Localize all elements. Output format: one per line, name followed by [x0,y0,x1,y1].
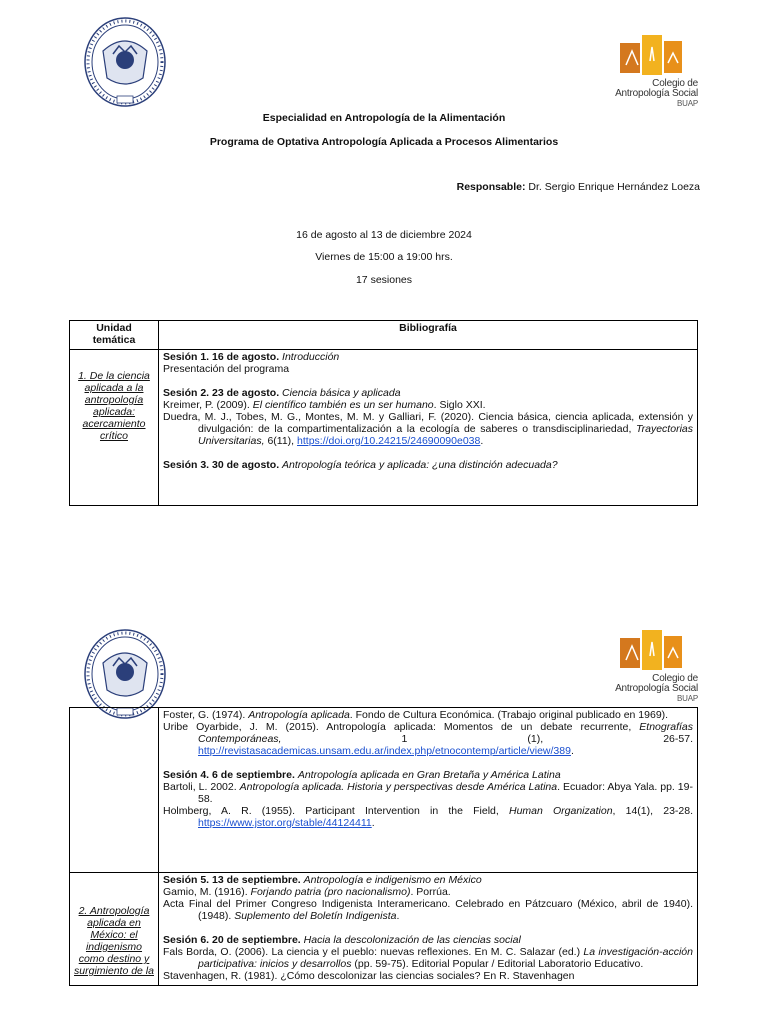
unsam-link[interactable]: http://revistasacademicas.unsam.edu.ar/index.php/etnocontemp/article/view/389 [198,745,571,757]
column-header-bibliography: Bibliografía [159,321,698,350]
session-6: Sesión 6. 20 de septiembre. Hacia la descolonización de las ciencias social [163,934,521,946]
program-title: Programa de Optativa Antropología Aplicada a Procesos Alimentarios [209,136,559,148]
college-name-line1: Colegio de [652,78,698,89]
table-row [70,873,698,986]
college-name-line2: Antropología Social [615,683,698,694]
session-1-line: Presentación del programa [163,363,290,375]
course-sessions: 17 sesiones [355,274,413,286]
bibliography-table-continued [69,707,698,986]
jstor-link[interactable]: https://www.jstor.org/stable/44124411 [198,817,372,829]
bibliography-table [69,320,698,506]
responsible-line [457,181,700,193]
table-row [70,350,698,506]
reference-gamio: Gamio, M. (1916). Forjando patria (pro nacionalismo). Porrúa. [163,886,451,898]
reference-bartoli: Bartoli, L. 2002. Antropología aplicada. Historia y perspectivas desde América Latina. Ecuador: Abya Yala. pp. 19-58. [163,781,693,805]
responsible-name: Dr. Sergio Enrique Hernández Loeza [528,181,700,193]
university-seal-icon [83,16,167,112]
column-header-unit: Unidad temática [70,321,159,350]
college-name-line1: Colegio de [652,673,698,684]
reference-acta: Acta Final del Primer Congreso Indigenista Interamericano. Celebrado en Pátzcuaro (México, abril de 1940). (1948). Suplemento del Boletín Indigenista. [163,898,693,922]
college-name-line3: BUAP [677,694,698,703]
document-page-2 [0,600,768,1024]
page-title: Especialidad en Antropología de la Alimentación [262,112,506,124]
reference-stavenhagen: Stavenhagen, R. (1981). ¿Cómo descolonizar las ciencias sociales? En R. Stavenhagen [163,970,575,982]
doi-link[interactable]: https://doi.org/10.24215/24690090e038 [297,435,481,447]
reference-duedra: Duedra, M. J., Tobes, M. G., Montes, M. M. y Galliari, F. (2020). Ciencia básica, ciencia aplicada, extensión y divulgación: de la compartimentalización a la ecología de saberes o transdisciplinariedad, Trayectorias Universitarias, 6(11), https://doi.org/10.24215/24690090e038. [163,411,693,447]
reference-uribe: Uribe Oyarbide, J. M. (2015). Antropología aplicada: Momentos de un debate recurrente, Etnografías Contemporáneas, 1 (1), 26-57. http://revistasacademicas.unsam.edu.ar/index.php/etnocontemp/article/view/389. [163,721,693,757]
session-1: Sesión 1. 16 de agosto. Introducción [163,351,340,363]
session-4: Sesión 4. 6 de septiembre. Antropología aplicada en Gran Bretaña y América Latina [163,769,561,781]
unit-1-link[interactable]: 1. De la ciencia aplicada a la antropología aplicada: acercamiento crítico [78,370,150,442]
responsible-label: Responsable: [456,181,526,193]
college-name-line2: Antropología Social [615,88,698,99]
reference-fals-borda: Fals Borda, O. (2006). La ciencia y el pueblo: nuevas reflexiones. En M. C. Salazar (ed.) La investigación-acción participativa: inicios y desarrollos (pp. 59-75). Editorial Popular / Editorial Laboratorio Educativo. [163,946,693,970]
college-logo [598,630,703,708]
college-logo-icon [620,35,682,77]
page-separator [0,560,768,600]
session-2: Sesión 2. 23 de agosto. Ciencia básica y aplicada [163,387,401,399]
reference-kreimer: Kreimer, P. (2009). El científico también es un ser humano. Siglo XXI. [163,399,486,411]
college-logo-icon [620,630,682,672]
table-row [70,708,698,873]
unit-2-link[interactable]: 2. Antropología aplicada en México: el indigenismo como destino y surgimiento de la [74,905,154,977]
reference-foster: Foster, G. (1974). Antropología aplicada. Fondo de Cultura Económica. (Trabajo original publicado en 1969). [163,709,669,721]
session-3: Sesión 3. 30 de agosto. Antropología teórica y aplicada: ¿una distinción adecuada? [163,459,558,471]
reference-holmberg: Holmberg, A. R. (1955). Participant Intervention in the Field, Human Organization, 14(1), 23-28. https://www.jstor.org/stable/44124411. [163,805,693,829]
course-dates: 16 de agosto al 13 de diciembre 2024 [296,229,472,241]
college-name-line3: BUAP [677,99,698,108]
college-logo [598,35,703,113]
course-time: Viernes de 15:00 a 19:00 hrs. [315,251,453,263]
session-5: Sesión 5. 13 de septiembre. Antropología e indigenismo en México [163,874,482,886]
table-header-row [70,321,698,350]
